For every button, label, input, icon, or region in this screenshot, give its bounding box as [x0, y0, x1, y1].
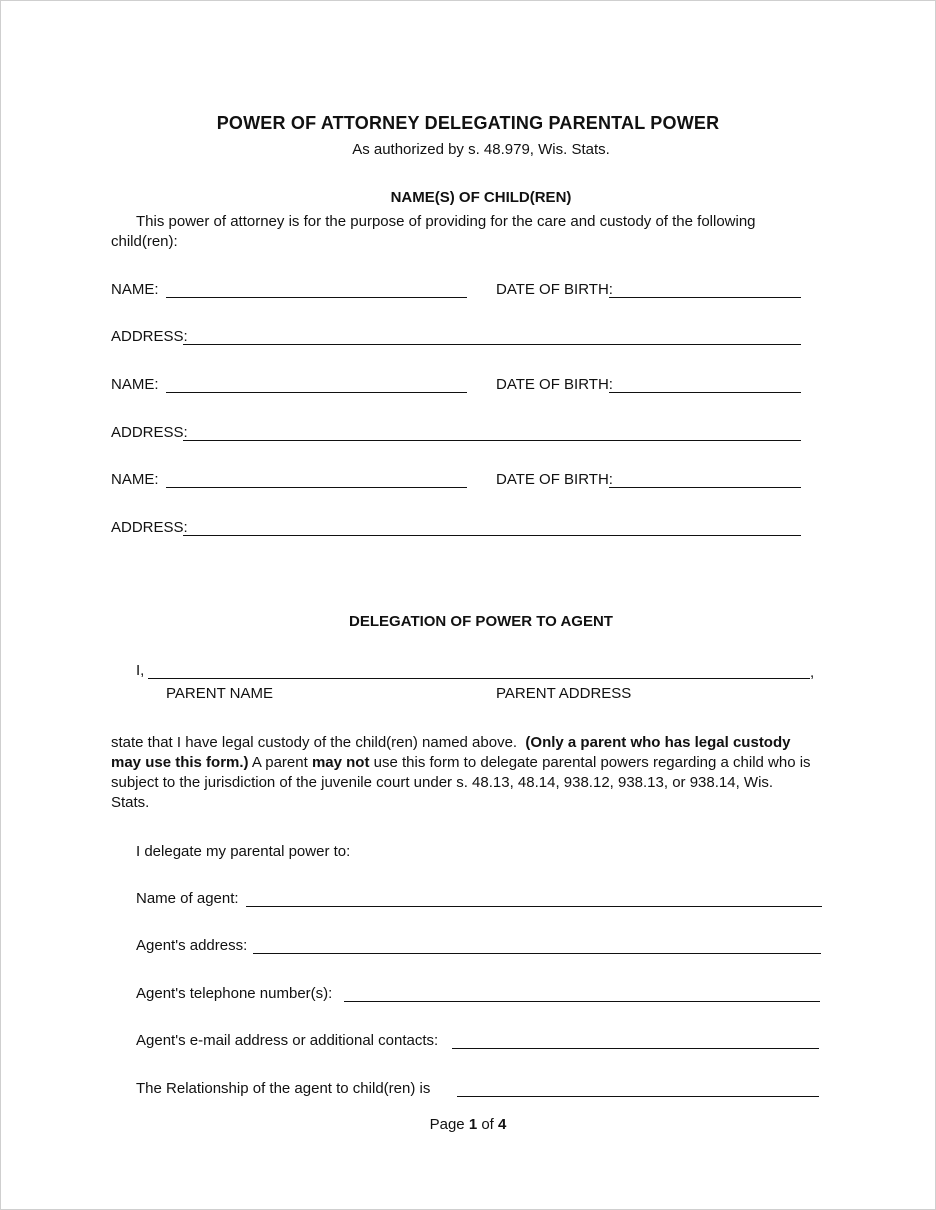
i-label: I,: [136, 662, 145, 679]
agent-relationship-label: The Relationship of the agent to child(ren) is: [136, 1080, 431, 1097]
custody-text-2: A parent: [251, 754, 308, 771]
children-intro-line1: This power of attorney is for the purpose of providing for the care and custody of the following: [136, 213, 756, 230]
children-heading: NAME(S) OF CHILD(REN): [390, 189, 572, 206]
agent-email-field[interactable]: [452, 1048, 819, 1049]
page-total: 4: [498, 1116, 507, 1133]
agent-address-label: Agent's address:: [136, 937, 248, 954]
page-current: 1: [468, 1116, 478, 1133]
agent-name-label: Name of agent:: [136, 890, 239, 907]
child1-name-field[interactable]: [166, 297, 467, 298]
agent-address-field[interactable]: [253, 953, 821, 954]
page-word: Page: [429, 1116, 465, 1133]
custody-line3: subject to the jurisdiction of the juvenile court under s. 48.13, 48.14, 938.12, 938.13, or 938.14, Wis.: [111, 774, 774, 791]
document-subtitle: As authorized by s. 48.979, Wis. Stats.: [352, 141, 610, 158]
custody-line4: Stats.: [111, 794, 150, 811]
child1-name-label: NAME:: [111, 281, 159, 298]
agent-relationship-field[interactable]: [457, 1096, 819, 1097]
child2-name-field[interactable]: [166, 392, 467, 393]
child1-address-label: ADDRESS:: [111, 328, 188, 345]
document-title: POWER OF ATTORNEY DELEGATING PARENTAL POWER: [216, 113, 720, 133]
child1-dob-field[interactable]: [609, 297, 801, 298]
custody-bold-1: (Only a parent who has legal custody: [525, 734, 791, 751]
custody-bold-2: may use this form.): [111, 754, 249, 771]
page-number: [0, 1116, 936, 1133]
custody-line1: [111, 733, 790, 753]
child2-dob-label: DATE OF BIRTH:: [496, 376, 613, 393]
agent-phone-field[interactable]: [344, 1001, 820, 1002]
agent-phone-label: Agent's telephone number(s):: [136, 985, 333, 1002]
agent-name-field[interactable]: [246, 906, 822, 907]
child3-dob-label: DATE OF BIRTH:: [496, 471, 613, 488]
child1-address-field[interactable]: [183, 344, 801, 345]
custody-bold-3: may not: [311, 754, 370, 771]
child2-address-label: ADDRESS:: [111, 424, 188, 441]
children-intro-line2: child(ren):: [111, 233, 178, 250]
delegate-intro: I delegate my parental power to:: [136, 843, 351, 860]
comma-label: ,: [810, 664, 815, 681]
child3-address-label: ADDRESS:: [111, 519, 188, 536]
child3-dob-field[interactable]: [609, 487, 801, 488]
parent-address-caption: PARENT ADDRESS: [496, 685, 632, 702]
parent-name-address-field[interactable]: [148, 678, 810, 679]
delegation-heading: DELEGATION OF POWER TO AGENT: [349, 613, 613, 630]
custody-text-1: state that I have legal custody of the child(ren) named above.: [111, 734, 518, 751]
page-of: of: [481, 1116, 494, 1133]
agent-email-label: Agent's e-mail address or additional contacts:: [136, 1032, 439, 1049]
custody-line2: [111, 753, 811, 773]
child2-dob-field[interactable]: [609, 392, 801, 393]
child3-address-field[interactable]: [183, 535, 801, 536]
custody-text-3: use this form to delegate parental powers regarding a child who is: [373, 754, 811, 771]
parent-name-caption: PARENT NAME: [166, 685, 273, 702]
child1-dob-label: DATE OF BIRTH:: [496, 281, 613, 298]
child2-address-field[interactable]: [183, 440, 801, 441]
child3-name-field[interactable]: [166, 487, 467, 488]
child2-name-label: NAME:: [111, 376, 159, 393]
child3-name-label: NAME:: [111, 471, 159, 488]
